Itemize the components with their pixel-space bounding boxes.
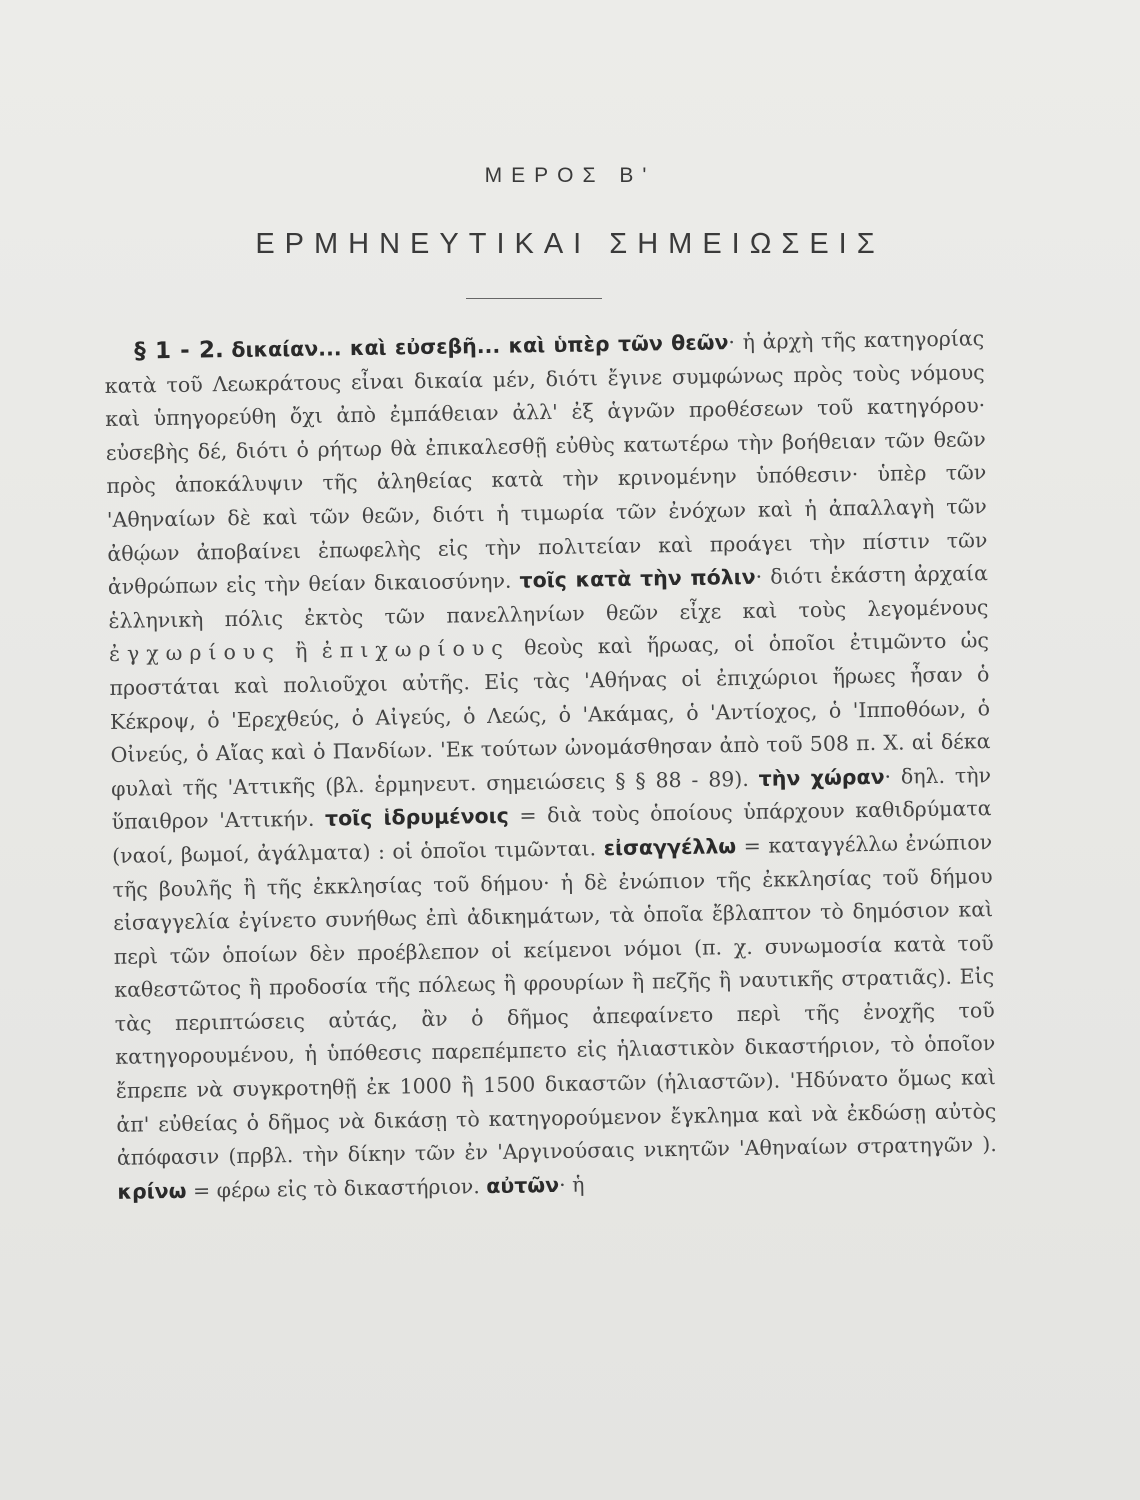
text-run: · ἡ <box>558 1172 585 1197</box>
text-run: = διὰ τοὺς ὁποίους ὑπάρχουν καθιδρύματα (ναοί, βωμοί, ἀγάλματα) : οἱ ὁποῖοι τιμῶνται. <box>111 796 992 868</box>
lemma: δικαίαν... καὶ εὐσεβῆ... καὶ ὑπὲρ τῶν θεῶν <box>231 330 729 362</box>
heading-divider <box>466 298 602 299</box>
section-number: § 1 - 2. <box>134 337 224 365</box>
commentary-text <box>104 322 998 1209</box>
spaced-term: ἐγχωρίους <box>108 639 281 667</box>
text-run: = καταγγέλλω ἐνώπιον τῆς βουλῆς ἢ τῆς ἐκκλησίας τοῦ δήμου· ἡ δὲ ἐνώπιον τῆς ἐκκλησίας τοῦ δήμου εἰσαγγελία ἐγίνετο συνήθως ἐπὶ ἀδικημάτων, τὰ ὁποῖα ἔβλαπτον τὸ δημόσιον καὶ περὶ τῶν ὁποίων δὲν προέβλεπον οἱ κείμενοι νόμοι (π. χ. συνωμοσία κατὰ τοῦ καθεστῶτος ἢ προδοσία τῆς πόλεως ἢ φρουρίων ἢ πεζῆς ἢ ναυτικῆς στρατιᾶς). Εἰς τὰς περιπτώσεις αὐτάς, ἂν ὁ δῆμος ἀπεφαίνετο περὶ τῆς ἐνοχῆς τοῦ κατηγορουμένου, ἡ ὑπόθεσις παρεπέμπετο εἰς ἡλιαστικὸν δικαστήριον, τὸ ὁποῖον ἔπρεπε νὰ συγκροτηθῇ ἐκ 1000 ἢ 1500 δικαστῶν (ἡλιαστῶν). 'Ηδύνατο ὅμως καὶ ἀπ' εὐθείας ὁ δῆμος νὰ δικάσῃ τὸ κατηγορούμενον ἔγκλημα καὶ νὰ ἐκδώσῃ αὐτὸς ἀπόφασιν (πρβλ. τὴν δίκην τῶν ἐν 'Αργινούσαις νικητῶν 'Αθηναίων στρατηγῶν ). <box>112 830 997 1171</box>
section-heading: ΕΡΜΗΝΕΥΤΙΚΑΙ ΣΗΜΕΙΩΣΕΙΣ <box>255 228 885 260</box>
lemma: τὴν χώραν <box>758 764 885 791</box>
lemma: εἰσαγγέλλω <box>603 834 737 861</box>
lemma: αὐτῶν <box>486 1172 560 1198</box>
text-run: · ἡ ἀρχὴ τῆς κατηγορίας κατὰ τοῦ Λεωκράτους εἶναι δικαία μέν, διότι ἔγινε συμφώνως πρὸς τοὺς νόμους καὶ ὑπηγορεύθη ὄχι ἀπὸ ἐμπάθειαν ἀλλ' ἐξ ἁγνῶν προθέσεων τοῦ κατηγόρου· εὐσεβὴς δέ, διότι ὁ ρήτωρ θὰ ἐπικαλεσθῇ εὐθὺς κατωτέρω τὴν βοήθειαν τῶν θεῶν πρὸς ἀποκάλυψιν τῆς ἀληθείας κατὰ τὴν κρινομένην ὑπόθεσιν· ὑπὲρ τῶν 'Αθηναίων δὲ καὶ τῶν θεῶν, διότι ἡ τιμωρία τῶν ἐνόχων καὶ ἡ ἀπαλλαγὴ τῶν ἀθῴων ἀποβαίνει ἐπωφελὴς εἰς τὴν πολιτείαν καὶ προάγει τὴν πίστιν τῶν ἀνθρώπων εἰς τὴν θείαν δικαιοσύνην. <box>104 326 988 600</box>
text-run: ἢ <box>280 638 322 664</box>
lemma: τοῖς κατὰ τὴν πόλιν <box>519 564 756 593</box>
lemma: κρίνω <box>117 1178 187 1204</box>
lemma: τοῖς ἱδρυμένοις <box>324 804 509 831</box>
text-run: = φέρω εἰς τὸ δικαστήριον. <box>186 1173 487 1203</box>
text-run: · διότι ἑκάστη ἀρχαία ἑλληνικὴ πόλις ἐκτὸς τῶν πανελληνίων θεῶν εἶχε καὶ τοὺς λεγομένους <box>108 561 989 633</box>
text-run: θεοὺς καὶ ἥρωας, οἱ ὁποῖοι ἐτιμῶντο ὡς προστάται καὶ πολιοῦχοι αὐτῆς. Εἰς τὰς 'Αθήνας οἱ ἐπιχώριοι ἥρωες ἦσαν ὁ Κέκροψ, ὁ 'Ερεχθεύς, ὁ Αἰγεύς, ὁ Λεώς, ὁ 'Ακάμας, ὁ 'Αντίοχος, ὁ 'Ιπποθόων, ὁ Οἰνεύς, ὁ Αἴας καὶ ὁ Πανδίων. 'Εκ τούτων ὠνομάσθησαν ἀπὸ τοῦ 508 π. Χ. αἱ δέκα φυλαὶ τῆς 'Αττικῆς (βλ. ἑρμηνευτ. σημειώσεις § § 88 - 89). <box>109 628 991 801</box>
spaced-term: ἐπιχωρίους <box>321 636 510 663</box>
part-heading: ΜΕΡΟΣ Β' <box>484 164 656 187</box>
text-run: · δηλ. τὴν ὕπαιθρον 'Αττικήν. <box>111 762 992 835</box>
commentary-paragraph <box>104 322 998 1209</box>
